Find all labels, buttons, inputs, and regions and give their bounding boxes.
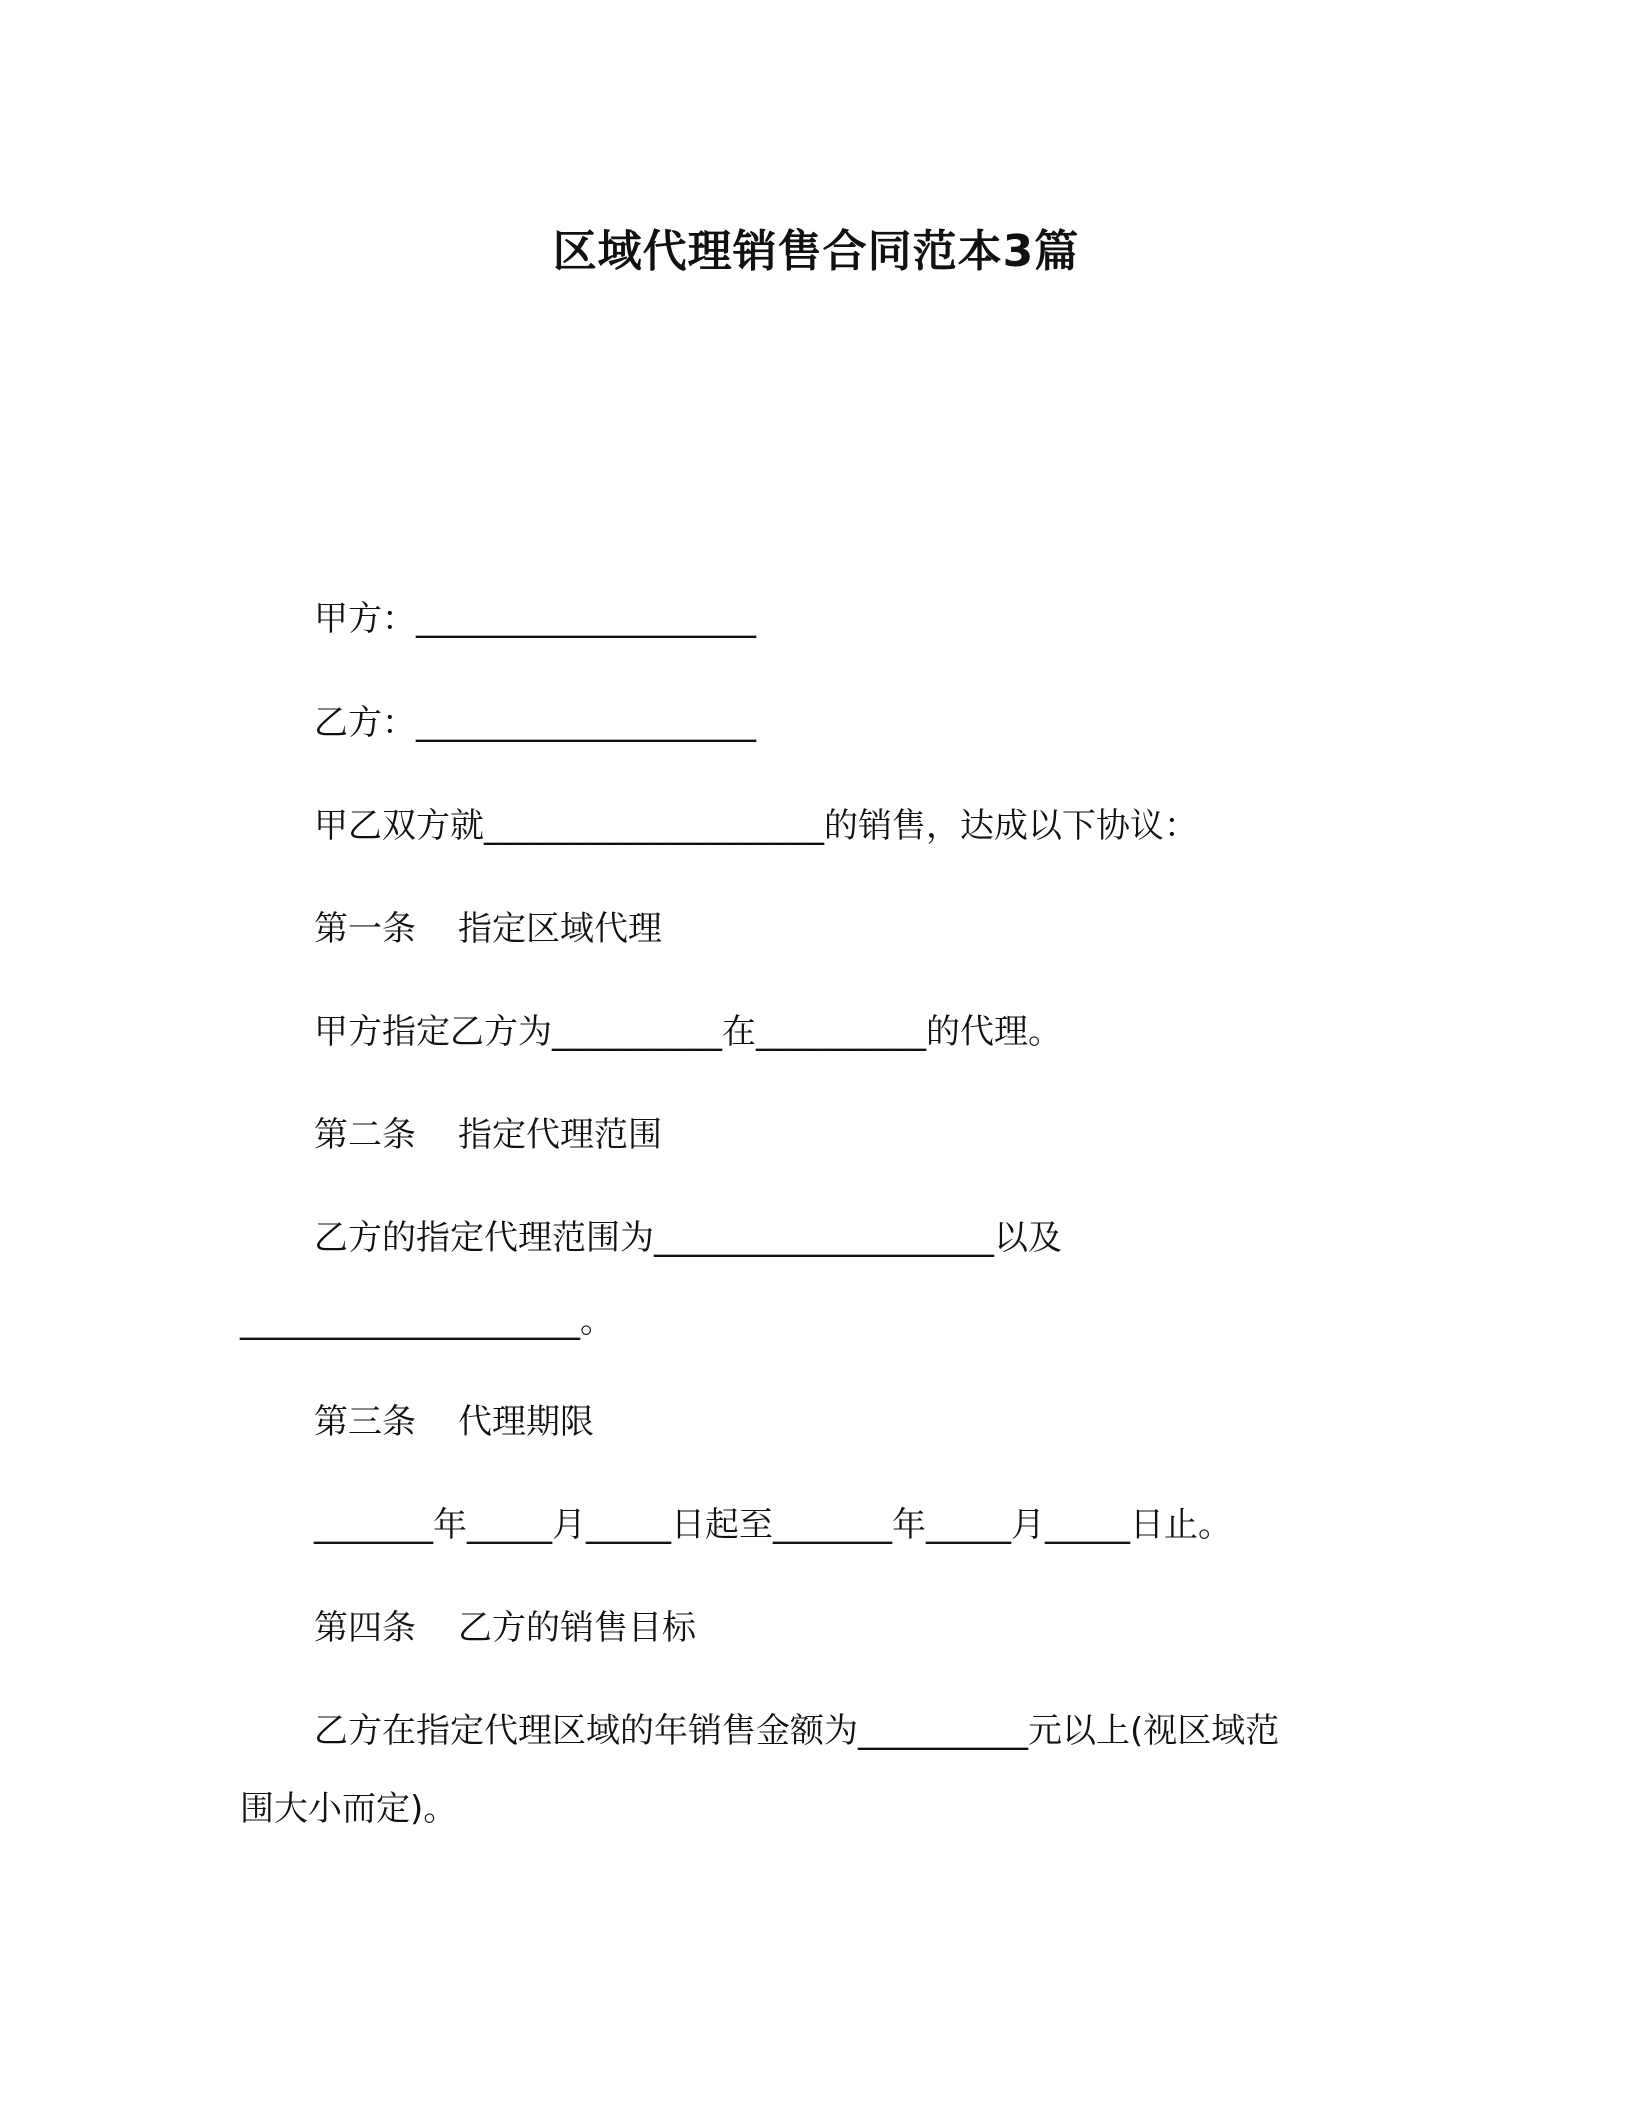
article-2-title: 指定代理范围 [458,1115,662,1155]
article-4-title: 乙方的销售目标 [458,1608,696,1648]
article-4-number: 第四条 [314,1608,416,1648]
article-3-title: 代理期限 [458,1402,594,1442]
article-4-text-line-2: 围大小而定)。 [240,1789,458,1829]
article-3-number: 第三条 [314,1402,416,1442]
article-2-heading [314,1112,662,1158]
article-4-text-line-1: 乙方在指定代理区域的年销售金额为__________元以上(视区域范 [314,1711,1280,1751]
article-2-text-line-2: ____________________。 [240,1301,614,1341]
intro-paragraph: 甲乙双方就____________________的销售，达成以下协议： [314,806,1198,846]
article-1-text: 甲方指定乙方为__________在__________的代理。 [314,1012,1062,1052]
article-1-heading [314,906,662,952]
article-1-title: 指定区域代理 [458,909,662,949]
document-title: 区域代理销售合同范本3篇 [552,226,1080,277]
party-b-line: 乙方：____________________ [314,703,756,743]
article-4-heading [314,1605,696,1651]
article-3-heading [314,1399,594,1445]
article-2-text-line-1: 乙方的指定代理范围为____________________以及 [314,1218,1062,1258]
article-3-text: _______年_____月_____日起至_______年_____月_____日止。 [314,1505,1232,1545]
party-a-line: 甲方：____________________ [314,599,756,639]
article-2-number: 第二条 [314,1115,416,1155]
article-1-number: 第一条 [314,909,416,949]
